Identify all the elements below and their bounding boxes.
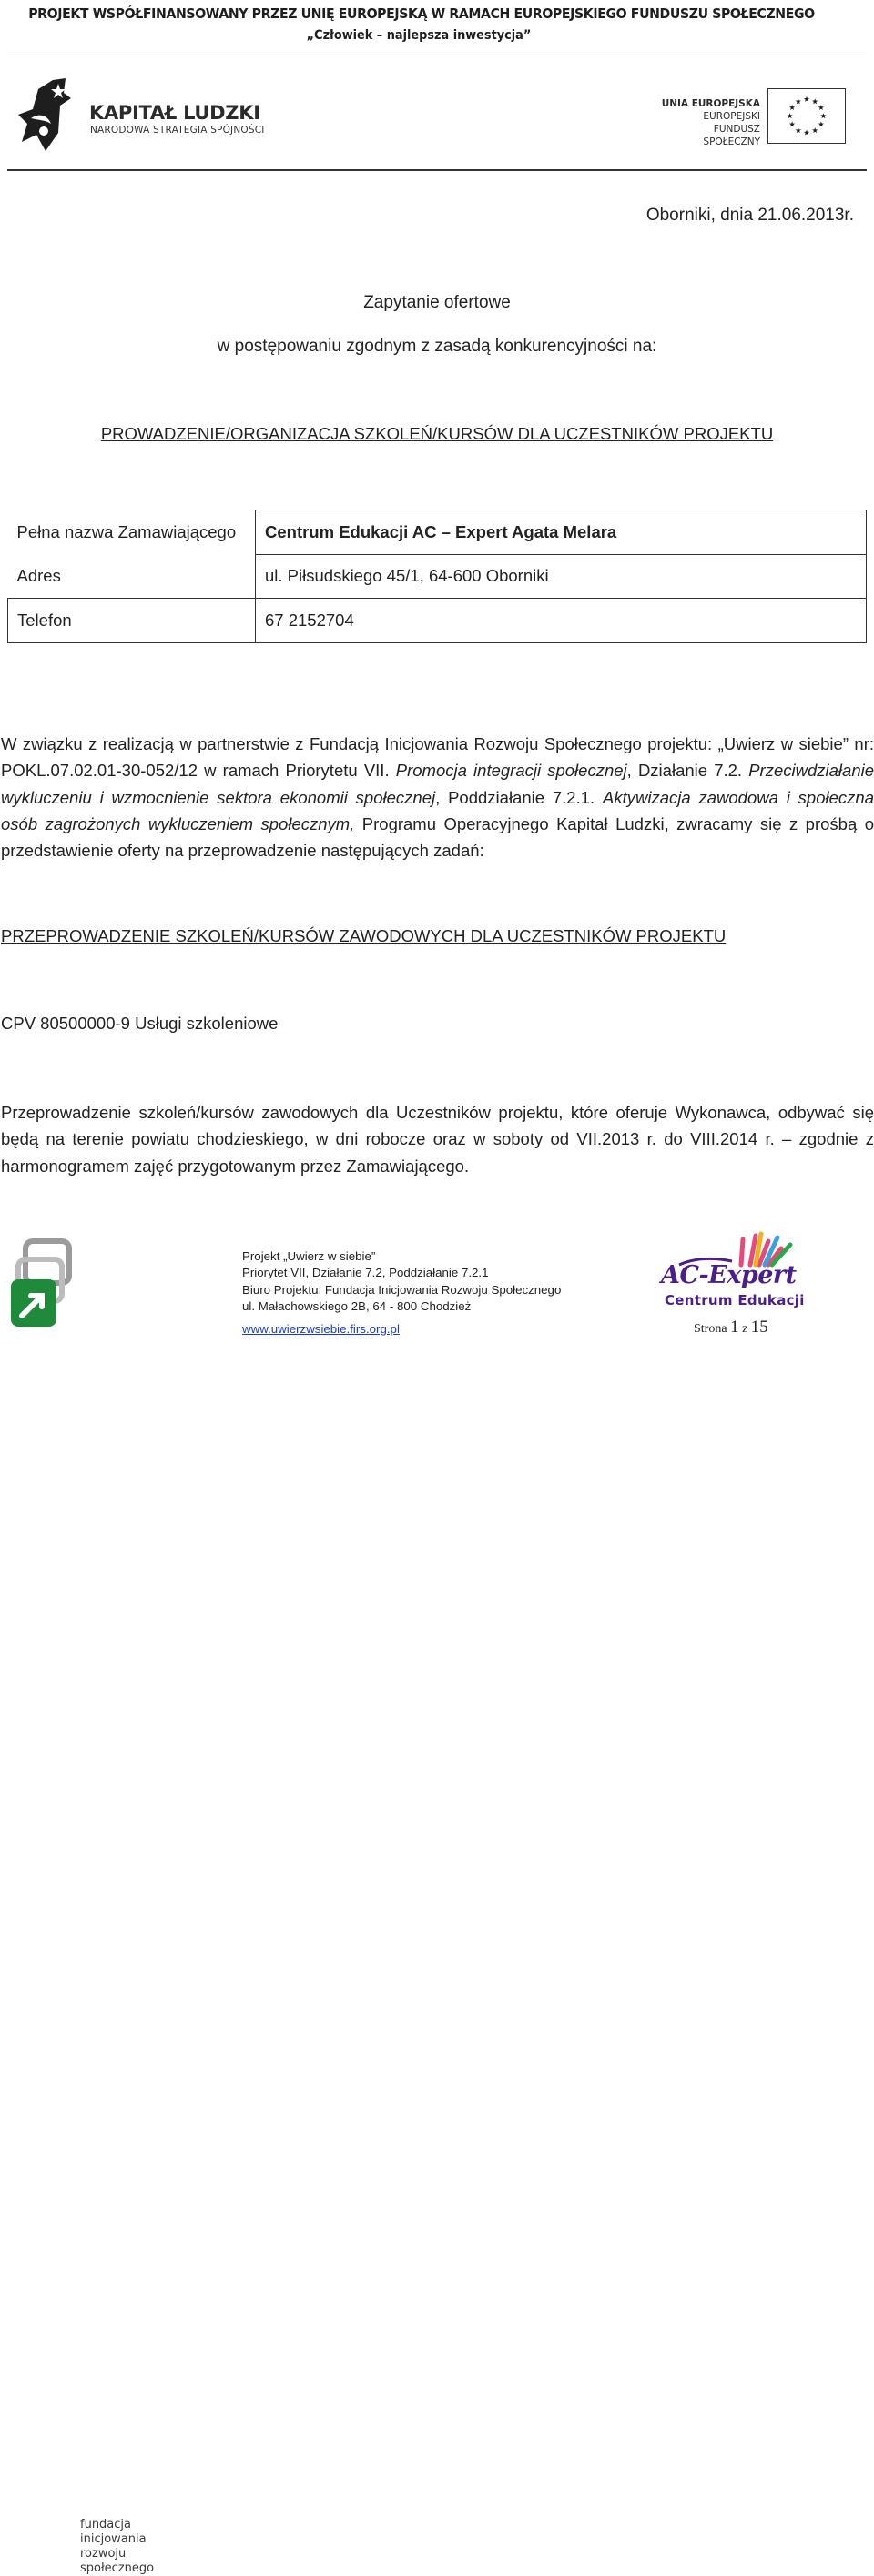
task-description: Przeprowadzenie szkoleń/kursów zawodowych dla Uczestników projektu, które oferuje Wykonawca, odbywać się będą na terenie powiatu chodzieskiego, w dni robocze oraz w soboty od VII.2013 r. do VIII.2014 r. – zgodnie z harmonogramem zajęć przygotowanym przez Zamawiającego. xyxy=(1,1103,874,1176)
intro-text-c: , Działanie 7.2. xyxy=(626,761,749,781)
eu-logo xyxy=(654,88,849,148)
table-label: Telefon xyxy=(8,599,256,643)
project-website-link[interactable]: www.uwierzwsiebie.firs.org.pl xyxy=(242,1322,400,1336)
project-banner xyxy=(0,5,874,43)
kapital-ludzki-subtitle: NARODOWA STRATEGIA SPÓJNOŚCI xyxy=(90,125,265,136)
contracting-party-table xyxy=(7,510,867,643)
intro-text-a: W związku z realizacją w partnerstwie z Fundacją Inicjowania Rozwoju Społecznego projektu: „Uwierz w siebie” nr: POKL.07.02.01-30-052/12 w ramach Priorytetu VII. xyxy=(1,734,874,781)
fundacja-logo-line-2: rozwoju społecznego xyxy=(80,2547,155,2575)
intro-text-f: Aktywizacja zawodowa i społeczna osób zagrożonych wykluczeniem społecznym, xyxy=(1,787,874,833)
fundacja-emblem-icon xyxy=(9,1239,73,1330)
footer-line-1: Projekt „Uwierz w siebie” xyxy=(242,1249,376,1263)
page-current: 1 xyxy=(730,1318,739,1337)
table-label: Adres xyxy=(16,566,61,585)
fundacja-logo xyxy=(9,1239,191,2575)
eu-star-icon xyxy=(818,105,824,110)
document-title: Zapytanie ofertowe xyxy=(363,293,511,312)
task-title: PRZEPROWADZENIE SZKOLEŃ/KURSÓW ZAWODOWYCH DLA UCZESTNIKÓW PROJEKTU xyxy=(1,926,727,945)
kapital-ludzki-emblem-icon xyxy=(18,78,73,151)
intro-text-g: Programu Operacyjnego Kapitał Ludzki, zwracamy się z prośbą o przedstawienie oferty na przeprowadzenie następujących zadań: xyxy=(1,813,874,861)
footer-line-2: Priorytet VII, Działanie 7.2, Poddziałanie 7.2.1 xyxy=(242,1266,489,1280)
page-number xyxy=(694,1318,768,1338)
logo-divider xyxy=(7,169,867,171)
table-row xyxy=(8,599,867,643)
eu-logo-line-1: UNIA EUROPEJSKA xyxy=(661,98,760,109)
document-subtitle: w postępowaniu zgodnym z zasadą konkurencyjności na: xyxy=(217,337,657,356)
intro-text-d: Przeciwdziałanie wykluczeniu i wzmocnienie sektora ekonomii społecznej xyxy=(1,761,874,807)
eu-star-icon xyxy=(818,121,824,126)
footer-line-3: Biuro Projektu: Fundacja Inicjowania Rozwoju Społecznego xyxy=(242,1282,562,1297)
table-value: Centrum Edukacji AC – Expert Agata Melara xyxy=(256,510,867,555)
ac-expert-logo xyxy=(659,1230,816,1314)
cpv-code: CPV 80500000-9 Usługi szkoleniowe xyxy=(1,1014,279,1033)
table-row xyxy=(8,510,867,555)
table-row xyxy=(8,554,867,599)
ac-expert-name: AC-Expert xyxy=(661,1261,797,1289)
footer-line-4: ul. Małachowskiego 2B, 64 - 800 Chodzież xyxy=(242,1298,472,1313)
kapital-ludzki-title: KAPITAŁ LUDZKI xyxy=(89,102,260,124)
table-value: ul. Piłsudskiego 45/1, 64-600 Oborniki xyxy=(256,554,867,599)
banner-line-2: „Człowiek – najlepsza inwestycja” xyxy=(306,28,532,43)
eu-star-icon xyxy=(796,127,801,133)
fundacja-logo-text xyxy=(80,2518,191,2576)
eu-star-icon xyxy=(812,127,818,133)
page-of: z xyxy=(742,1322,748,1336)
kapital-ludzki-logo xyxy=(18,78,282,155)
banner-line-1: PROJEKT WSPÓŁFINANSOWANY PRZEZ UNIĘ EUROPEJSKĄ W RAMACH EUROPEJSKIEGO FUNDUSZU SPOŁECZNEGO xyxy=(28,5,815,22)
footer-project-info xyxy=(242,1248,561,1315)
ac-expert-subtitle: Centrum Edukacji xyxy=(665,1292,805,1308)
intro-paragraph xyxy=(1,731,874,864)
table-value: 67 2152704 xyxy=(256,599,867,643)
fundacja-logo-line-1: fundacja inicjowania xyxy=(80,2518,147,2546)
eu-star-icon xyxy=(789,105,795,110)
subject-title: PROWADZENIE/ORGANIZACJA SZKOLEŃ/KURSÓW DLA UCZESTNIKÓW PROJEKTU xyxy=(100,424,774,443)
eu-logo-line-3: FUNDUSZ SPOŁECZNY xyxy=(703,124,760,147)
page-total: 15 xyxy=(750,1318,768,1337)
eu-star-icon xyxy=(796,98,801,104)
eu-star-icon xyxy=(804,96,809,102)
document-date: Oborniki, dnia 21.06.2013r. xyxy=(645,206,854,225)
eu-star-icon xyxy=(789,121,795,126)
eu-star-icon xyxy=(804,130,809,136)
eu-star-icon xyxy=(820,113,826,118)
intro-text-e: , Poddziałanie 7.2.1. xyxy=(435,787,603,807)
eu-logo-text xyxy=(654,97,760,148)
eu-star-icon xyxy=(812,98,818,104)
eu-logo-line-2: EUROPEJSKI xyxy=(703,111,760,122)
eu-flag-icon xyxy=(767,88,846,144)
eu-star-icon xyxy=(787,113,792,118)
table-label: Pełna nazwa Zamawiającego xyxy=(16,521,237,541)
page-label: Strona xyxy=(694,1322,727,1336)
intro-text-b: Promocja integracji społecznej xyxy=(395,761,627,781)
